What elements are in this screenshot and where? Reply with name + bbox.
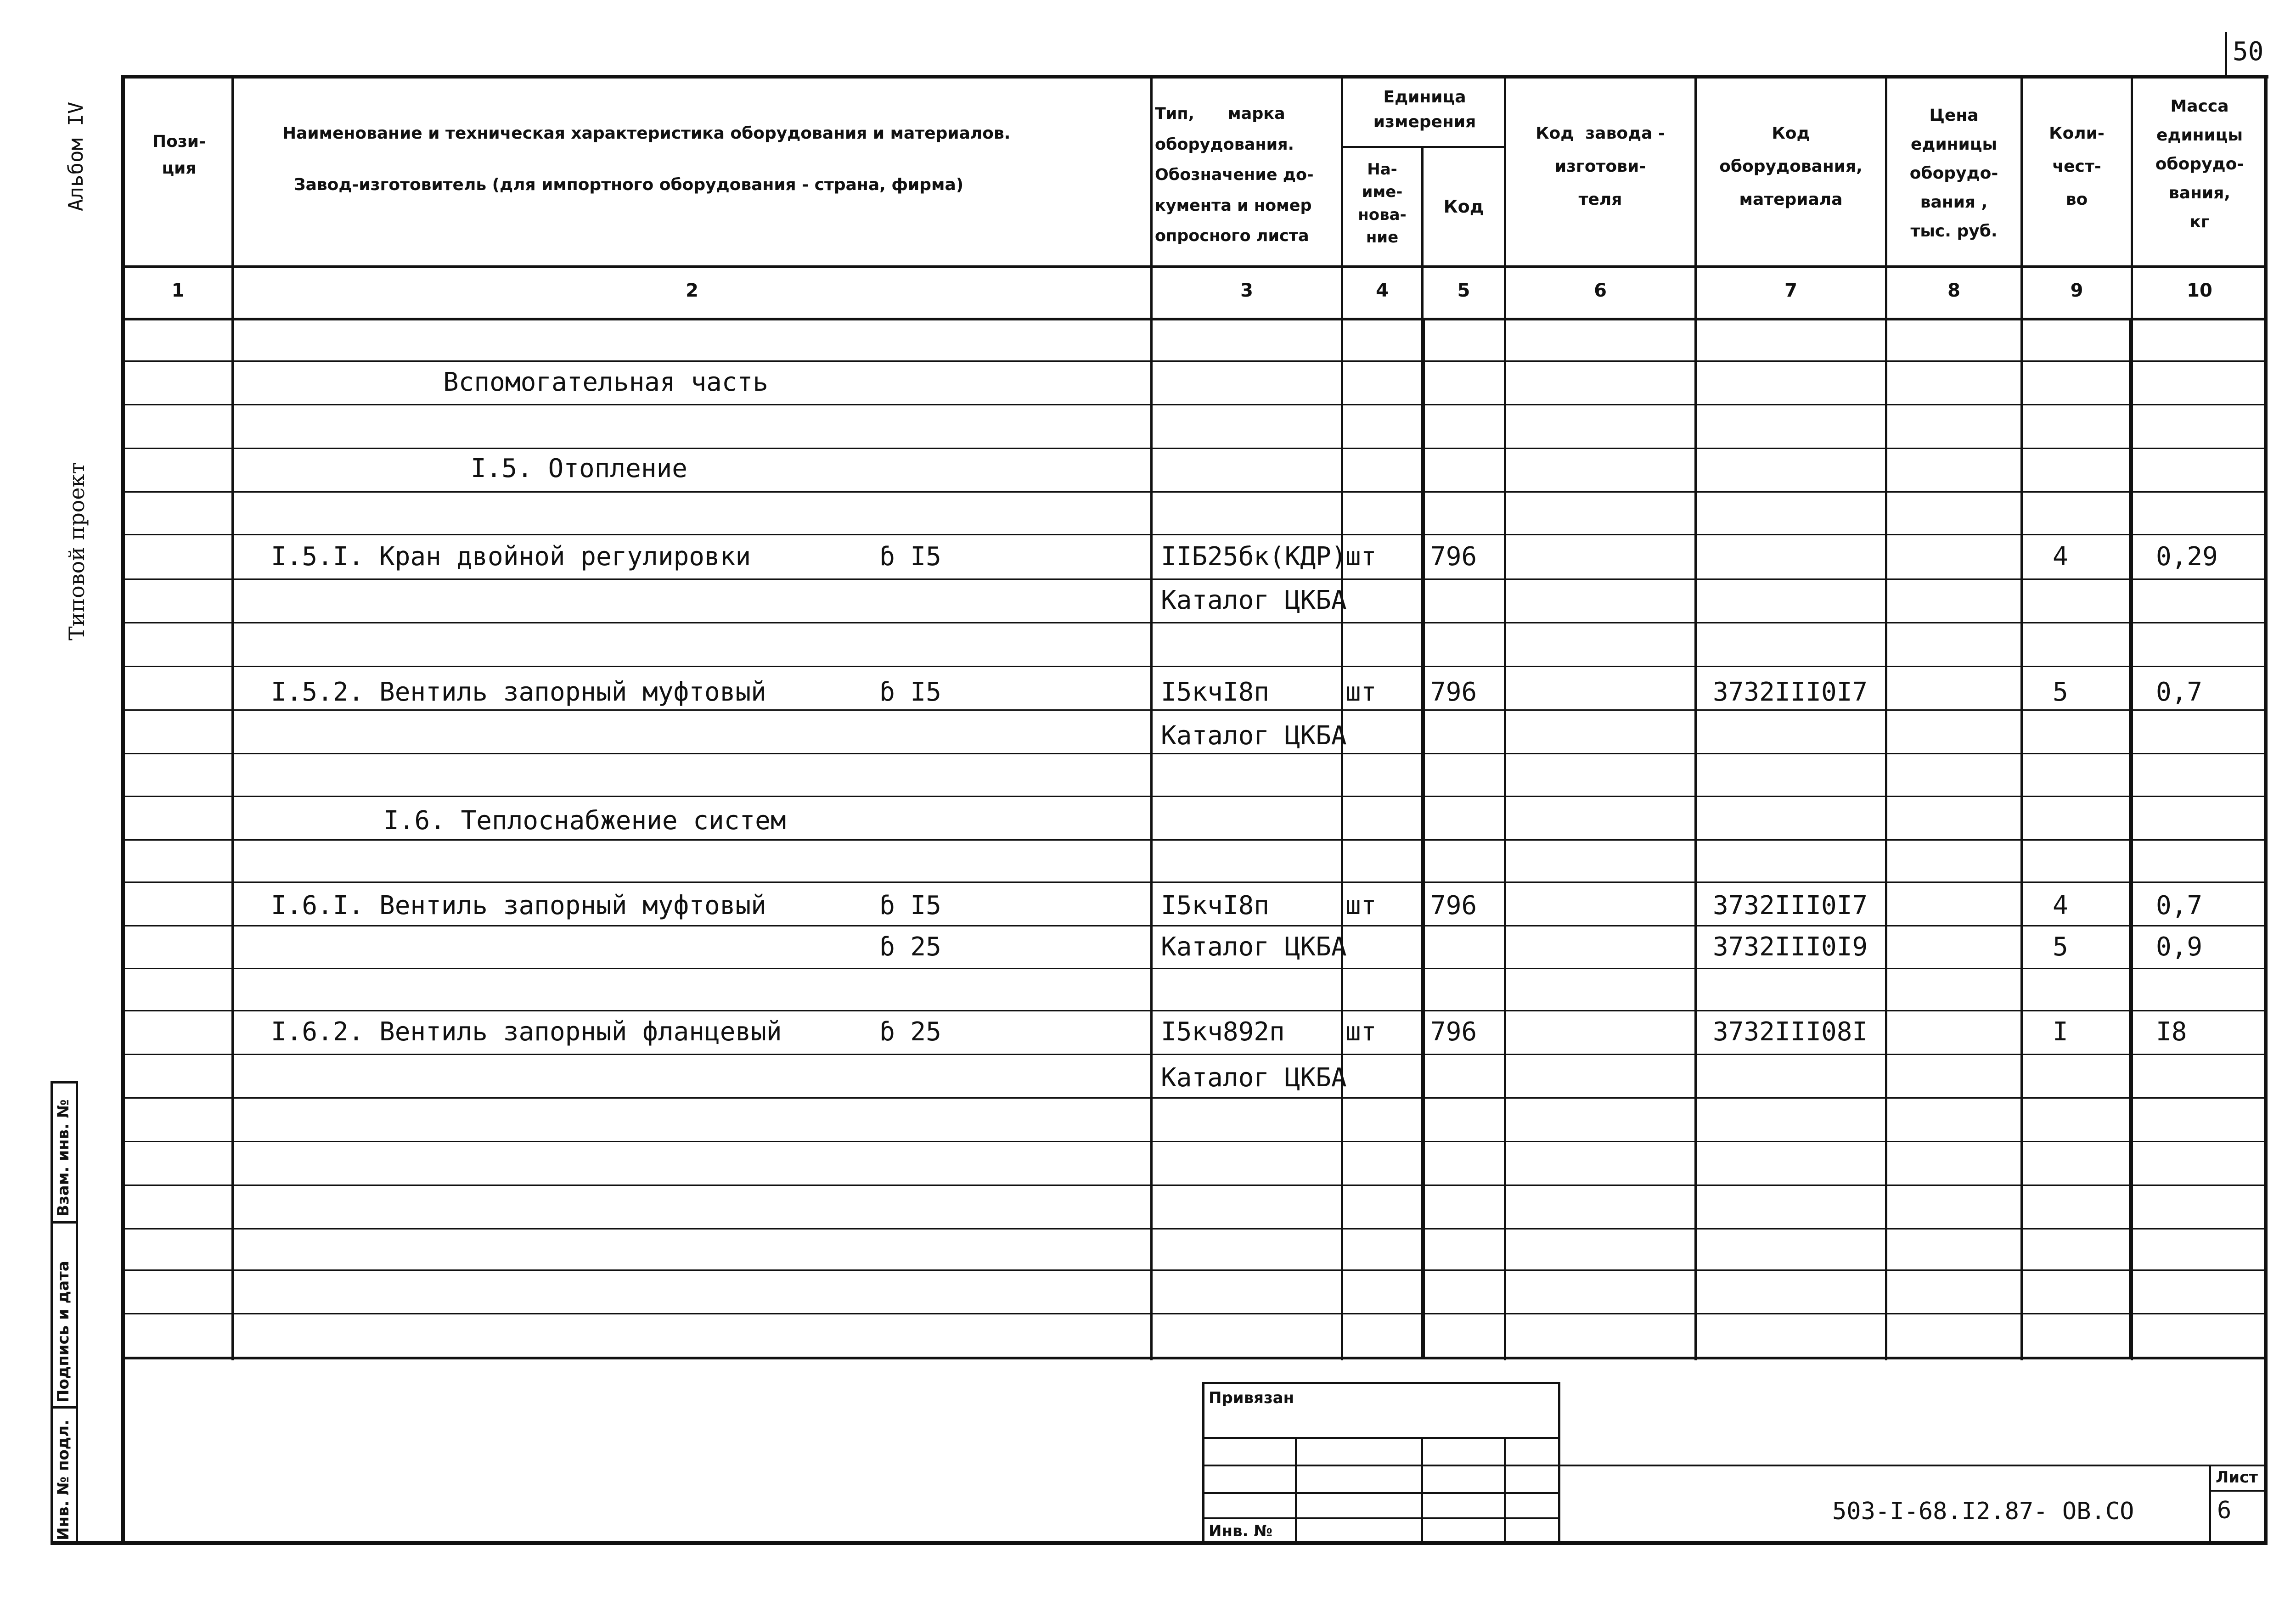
item-name: I.5.I. Кран двойной регулировки xyxy=(271,542,751,572)
header-price: Цена единицы оборудо- вания , тыс. руб. xyxy=(1909,106,1998,241)
item-dn: ɓ I5 xyxy=(879,677,941,707)
item-unit-code: 796 xyxy=(1430,542,1477,572)
sheet-label: Лист xyxy=(2216,1468,2258,1487)
column-number: 5 xyxy=(1457,280,1470,301)
item-unit: шт xyxy=(1345,1017,1377,1047)
column-number: 3 xyxy=(1240,280,1253,301)
header-name-line2: Завод-изготовитель (для импортного оборудования - страна, фирма) xyxy=(294,175,964,194)
header-unit-code: Код xyxy=(1443,196,1484,217)
item-equipment-code: 3732III0I7 xyxy=(1713,677,1868,707)
stamp-sign-date-label: Подпись и дата xyxy=(54,1261,73,1403)
section-title-heating: I.5. Отопление xyxy=(471,454,688,483)
header-factory-code: Код завода - изготови- теля xyxy=(1536,124,1665,209)
project-label: Типовой проект xyxy=(64,462,89,640)
column-number: 8 xyxy=(1947,280,1960,301)
header-unit-group: Единица измерения xyxy=(1373,88,1476,131)
item-quantity: 4 xyxy=(2053,891,2068,921)
item-name: I.5.2. Вентиль запорный муфтовый xyxy=(271,677,766,707)
document-code: 503-I-68.I2.87- ОВ.СО xyxy=(1832,1498,2134,1525)
column-number: 1 xyxy=(171,280,185,301)
column-number: 6 xyxy=(1594,280,1607,301)
item-equipment-code: 3732III0I9 xyxy=(1713,932,1868,962)
album-label: Альбом IV xyxy=(64,101,88,211)
item-catalog: Каталог ЦКБА xyxy=(1161,1063,1347,1093)
header-quantity: Коли- чест- во xyxy=(2049,124,2105,209)
item-dn: ɓ I5 xyxy=(879,542,941,572)
column-number: 2 xyxy=(686,280,698,301)
header-unit-name: На- име- нова- ние xyxy=(1358,160,1407,247)
item-quantity: 5 xyxy=(2053,932,2068,962)
item-quantity: 4 xyxy=(2053,542,2068,572)
item-type: I5кчI8п xyxy=(1161,891,1270,921)
item-unit: шт xyxy=(1345,542,1377,572)
page-number-corner: 50 xyxy=(2233,37,2264,67)
item-name: I.6.I. Вентиль запорный муфтовый xyxy=(271,891,766,921)
item-dn: ɓ 25 xyxy=(879,1017,941,1047)
item-quantity: I xyxy=(2053,1017,2068,1047)
item-type: I5кч892п xyxy=(1161,1017,1285,1047)
item-equipment-code: 3732III08I xyxy=(1713,1017,1868,1047)
item-mass: 0,29 xyxy=(2156,542,2218,572)
item-equipment-code: 3732III0I7 xyxy=(1713,891,1868,921)
section-title-heat-supply: I.6. Теплоснабжение систем xyxy=(383,806,786,836)
item-dn: ɓ 25 xyxy=(879,932,941,962)
item-mass: I8 xyxy=(2156,1017,2187,1047)
item-quantity: 5 xyxy=(2053,677,2068,707)
column-number: 9 xyxy=(2070,280,2083,301)
item-unit-code: 796 xyxy=(1430,677,1477,707)
item-type: I5кчI8п xyxy=(1161,677,1270,707)
item-unit-code: 796 xyxy=(1430,891,1477,921)
item-dn: ɓ I5 xyxy=(879,891,941,921)
sheet-number: 6 xyxy=(2217,1497,2232,1524)
header-name-line1: Наименование и техническая характеристика оборудования и материалов. xyxy=(282,124,1011,143)
header-position: Пози- ция xyxy=(152,132,206,178)
header-type: Тип, марка оборудования. Обозначение до- кумента и номер опросного листа xyxy=(1155,105,1314,245)
item-mass: 0,7 xyxy=(2156,677,2203,707)
item-catalog: Каталог ЦКБА xyxy=(1161,932,1347,962)
stamp-inv-no: Инв. № xyxy=(1209,1522,1273,1540)
item-unit-code: 796 xyxy=(1430,1017,1477,1047)
section-title-aux: Вспомогательная часть xyxy=(443,367,769,397)
column-number: 4 xyxy=(1376,280,1389,301)
item-catalog: Каталог ЦКБА xyxy=(1161,585,1347,615)
item-type: IIБ25бк(КДР) xyxy=(1161,542,1347,572)
item-name: I.6.2. Вентиль запорный фланцевый xyxy=(271,1017,782,1047)
stamp-inv-replace-label: Взам. инв. № xyxy=(54,1099,73,1217)
header-equipment-code: Код оборудования, материала xyxy=(1719,124,1863,209)
stamp-privyazan: Привязан xyxy=(1209,1389,1294,1407)
header-mass: Масса единицы оборудо- вания, кг xyxy=(2155,97,2244,231)
item-mass: 0,9 xyxy=(2156,932,2203,962)
column-number: 10 xyxy=(2187,280,2212,301)
item-unit: шт xyxy=(1345,677,1377,707)
column-number: 7 xyxy=(1784,280,1797,301)
item-mass: 0,7 xyxy=(2156,891,2203,921)
item-unit: шт xyxy=(1345,891,1377,921)
stamp-inv-orig-label: Инв. № подл. xyxy=(54,1419,73,1540)
item-catalog: Каталог ЦКБА xyxy=(1161,721,1347,751)
